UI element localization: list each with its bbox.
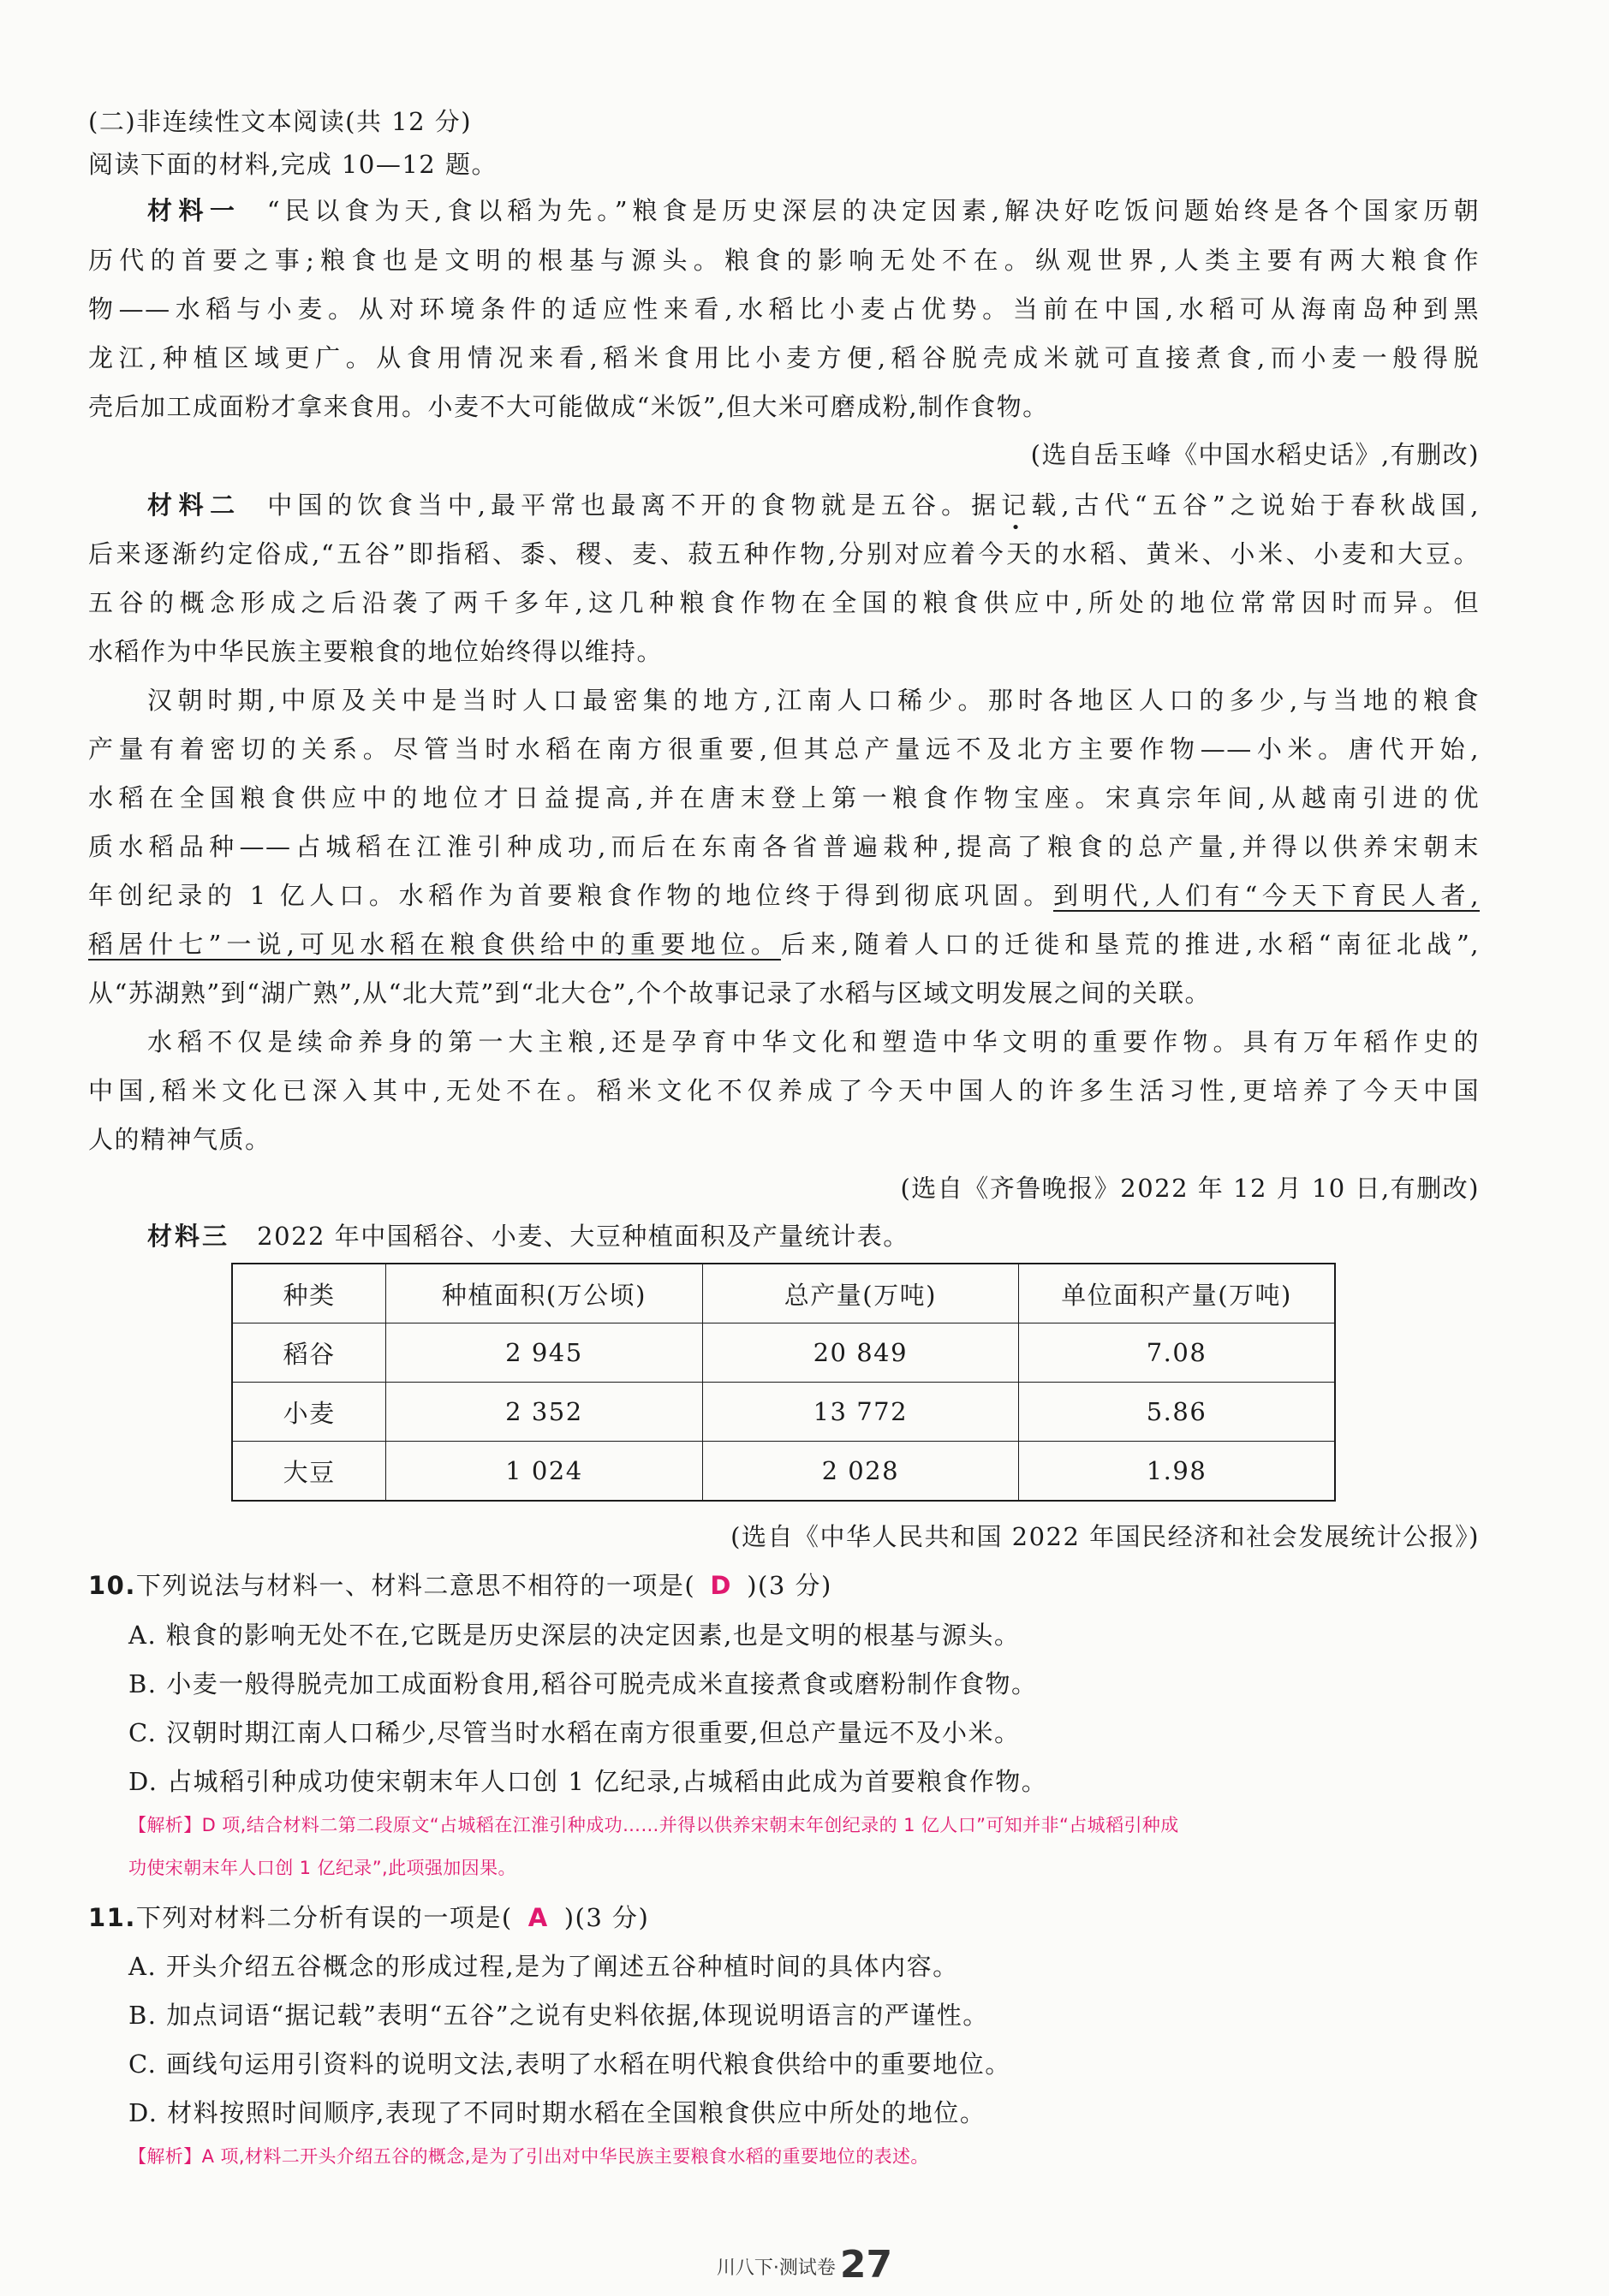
table-cell: 大豆	[232, 1442, 386, 1502]
material1-line1: 材料一 “民以食为天,食以稻为先。”粮食是历史深层的决定因素,解决好吃饭问题始终是各个国家历朝	[147, 196, 1480, 225]
question-10-analysis-line1: 【解析】D 项,结合材料二第二段原文“占城稻在江淮引种成功……并得以供养宋朝末年创纪录的 1 亿人口”可知并非“占城稻引种成	[128, 1815, 1179, 1835]
material3-caption-line	[147, 1219, 909, 1253]
question-11-option-d: D. 材料按照时间顺序,表现了不同时期水稻在全国粮食供应中所处的地位。	[128, 2098, 986, 2127]
material1-label: 材料一	[147, 196, 241, 225]
material2-source: (选自《齐鲁晚报》2022 年 12 月 10 日,有删改)	[900, 1174, 1480, 1203]
material2-p2-line4: 质水稻品种——占城稻在江淮引种成功,而后在东南各省普遍栽种,提高了粮食的总产量,并得以供养宋朝末	[88, 832, 1480, 861]
table-header: 种植面积(万公顷)	[386, 1264, 702, 1323]
material2-line3: 五谷的概念形成之后沿袭了两千多年,这几种粮食作物在全国的粮食供应中,所处的地位常常因时而异。但	[88, 588, 1480, 617]
table-row	[232, 1383, 1335, 1442]
question-11-analysis: 【解析】A 项,材料二开头介绍五谷的概念,是为了引出对中华民族主要粮食水稻的重要地位的表述。	[128, 2146, 929, 2167]
material2-p3-line3: 人的精神气质。	[88, 1125, 271, 1154]
question-10-option-b: B. 小麦一般得脱壳加工成面粉食用,稻谷可脱壳成米直接煮食或磨粉制作食物。	[128, 1669, 1038, 1698]
table-cell: 20 849	[702, 1323, 1018, 1383]
question-11-stem: 11.下列对材料二分析有误的一项是( A )(3 分)	[88, 1900, 649, 1935]
material2-p2-line5: 年创纪录的 1 亿人口。水稻作为首要粮食作物的地位终于得到彻底巩固。到明代,人们有“今天下育民人者,	[88, 881, 1480, 910]
table-row	[232, 1442, 1335, 1502]
page-footer	[0, 2243, 1609, 2287]
question-10-option-a: A. 粮食的影响无处不在,它既是历史深层的决定因素,也是文明的根基与源头。	[128, 1621, 1021, 1650]
material2-p3-line1: 水稻不仅是续命养身的第一大主粮,还是孕育中华文化和塑造中华文明的重要作物。具有万年稻作史的	[147, 1027, 1480, 1056]
page-number: 27	[839, 2243, 893, 2287]
dotted-term: 据记载	[971, 491, 1062, 520]
question-10-stem: 10.下列说法与材料一、材料二意思不相符的一项是( D )(3 分)	[88, 1568, 832, 1603]
question-11-option-b: B. 加点词语“据记载”表明“五谷”之说有史料依据,体现说明语言的严谨性。	[128, 2001, 989, 2030]
question-10-option-c: C. 汉朝时期江南人口稀少,尽管当时水稻在南方很重要,但总产量远不及小米。	[128, 1718, 1021, 1747]
question-11-option-a: A. 开头介绍五谷概念的形成过程,是为了阐述五谷种植时间的具体内容。	[128, 1952, 959, 1981]
material1-line3: 物——水稻与小麦。从对环境条件的适应性来看,水稻比小麦占优势。当前在中国,水稻可从海南岛种到黑	[88, 294, 1480, 324]
table-row	[232, 1323, 1335, 1383]
material1-line2: 历代的首要之事;粮食也是文明的根基与源头。粮食的影响无处不在。纵观世界,人类主要有两大粮食作	[88, 246, 1480, 275]
footer-label: 川八下·测试卷	[716, 2257, 836, 2279]
table-cell: 小麦	[232, 1383, 386, 1442]
table-cell: 2 028	[702, 1442, 1018, 1502]
material3-label: 材料三	[147, 1222, 230, 1251]
answer-mark: A	[527, 1903, 549, 1932]
question-number: 11.	[88, 1903, 136, 1932]
answer-mark: D	[710, 1571, 732, 1600]
material3-caption: 2022 年中国稻谷、小麦、大豆种植面积及产量统计表。	[257, 1222, 909, 1251]
table-cell: 1 024	[386, 1442, 702, 1502]
table-cell: 7.08	[1019, 1323, 1335, 1383]
question-11-option-c: C. 画线句运用引资料的说明文法,表明了水稻在明代粮食供给中的重要地位。	[128, 2049, 1011, 2079]
material2-p3-line2: 中国,稻米文化已深入其中,无处不在。稻米文化不仅养成了今天中国人的许多生活习性,更培养了今天中国	[88, 1076, 1480, 1105]
material2-p2-line2: 产量有着密切的关系。尽管当时水稻在南方很重要,但其总产量远不及北方主要作物——小米。唐代开始,	[88, 735, 1480, 764]
table-header: 总产量(万吨)	[702, 1264, 1018, 1323]
statistics-table	[231, 1263, 1336, 1502]
question-number: 10.	[88, 1571, 136, 1600]
table-cell: 稻谷	[232, 1323, 386, 1383]
table-cell: 13 772	[702, 1383, 1018, 1442]
table-header: 单位面积产量(万吨)	[1019, 1264, 1335, 1323]
underlined-sentence-part2: 稻居什七”一说,可见水稻在粮食供给中的重要地位。	[88, 930, 781, 959]
material2-p2-line6: 稻居什七”一说,可见水稻在粮食供给中的重要地位。后来,随着人口的迁徙和垦荒的推进,水稻“南征北战”,	[88, 930, 1481, 959]
material2-label: 材料二	[147, 491, 241, 520]
instruction: 阅读下面的材料,完成 10—12 题。	[88, 150, 498, 179]
table-header: 种类	[232, 1264, 386, 1323]
material1-line5: 壳后加工成面粉才拿来食用。小麦不大可能做成“米饭”,但大米可磨成粉,制作食物。	[88, 392, 1049, 421]
table-header-row	[232, 1264, 1335, 1323]
table-cell: 2 352	[386, 1383, 702, 1442]
material2-line4: 水稻作为中华民族主要粮食的地位始终得以维持。	[88, 637, 664, 666]
material2-p2-line1: 汉朝时期,中原及关中是当时人口最密集的地方,江南人口稀少。那时各地区人口的多少,与当地的粮食	[147, 686, 1480, 715]
material2-p2-line3: 水稻在全国粮食供应中的地位才日益提高,并在唐末登上第一粮食作物宝座。宋真宗年间,从越南引进的优	[88, 783, 1480, 812]
underlined-sentence-part1: 到明代,人们有“今天下育民人者,	[1053, 881, 1480, 910]
question-10-option-d: D. 占城稻引种成功使宋朝末年人口创 1 亿纪录,占城稻由此成为首要粮食作物。	[128, 1767, 1048, 1796]
material1-source: (选自岳玉峰《中国水稻史话》,有删改)	[1030, 440, 1480, 469]
table-cell: 1.98	[1019, 1442, 1335, 1502]
material3-source: (选自《中华人民共和国 2022 年国民经济和社会发展统计公报》)	[730, 1522, 1480, 1551]
material2-line2: 后来逐渐约定俗成,“五谷”即指稻、黍、稷、麦、菽五种作物,分别对应着今天的水稻、黄米、小米、小麦和大豆。	[88, 539, 1480, 568]
table-cell: 2 945	[386, 1323, 702, 1383]
question-10-analysis-line2: 功使宋朝末年人口创 1 亿纪录”,此项强加因果。	[128, 1858, 516, 1878]
material2-p2-line7: 从“苏湖熟”到“湖广熟”,从“北大荒”到“北大仓”,个个故事记录了水稻与区域文明发展之间的关联。	[88, 978, 1212, 1008]
material1-line4: 龙江,种植区域更广。从食用情况来看,稻米食用比小麦方便,稻谷脱壳成米就可直接煮食,而小麦一般得脱	[88, 343, 1480, 372]
section-title: (二)非连续性文本阅读(共 12 分)	[88, 107, 473, 136]
material2-line1: 材料二 中国的饮食当中,最平常也最离不开的食物就是五谷。据记载,古代“五谷”之说始于春秋战国,	[147, 491, 1480, 520]
table-cell: 5.86	[1019, 1383, 1335, 1442]
